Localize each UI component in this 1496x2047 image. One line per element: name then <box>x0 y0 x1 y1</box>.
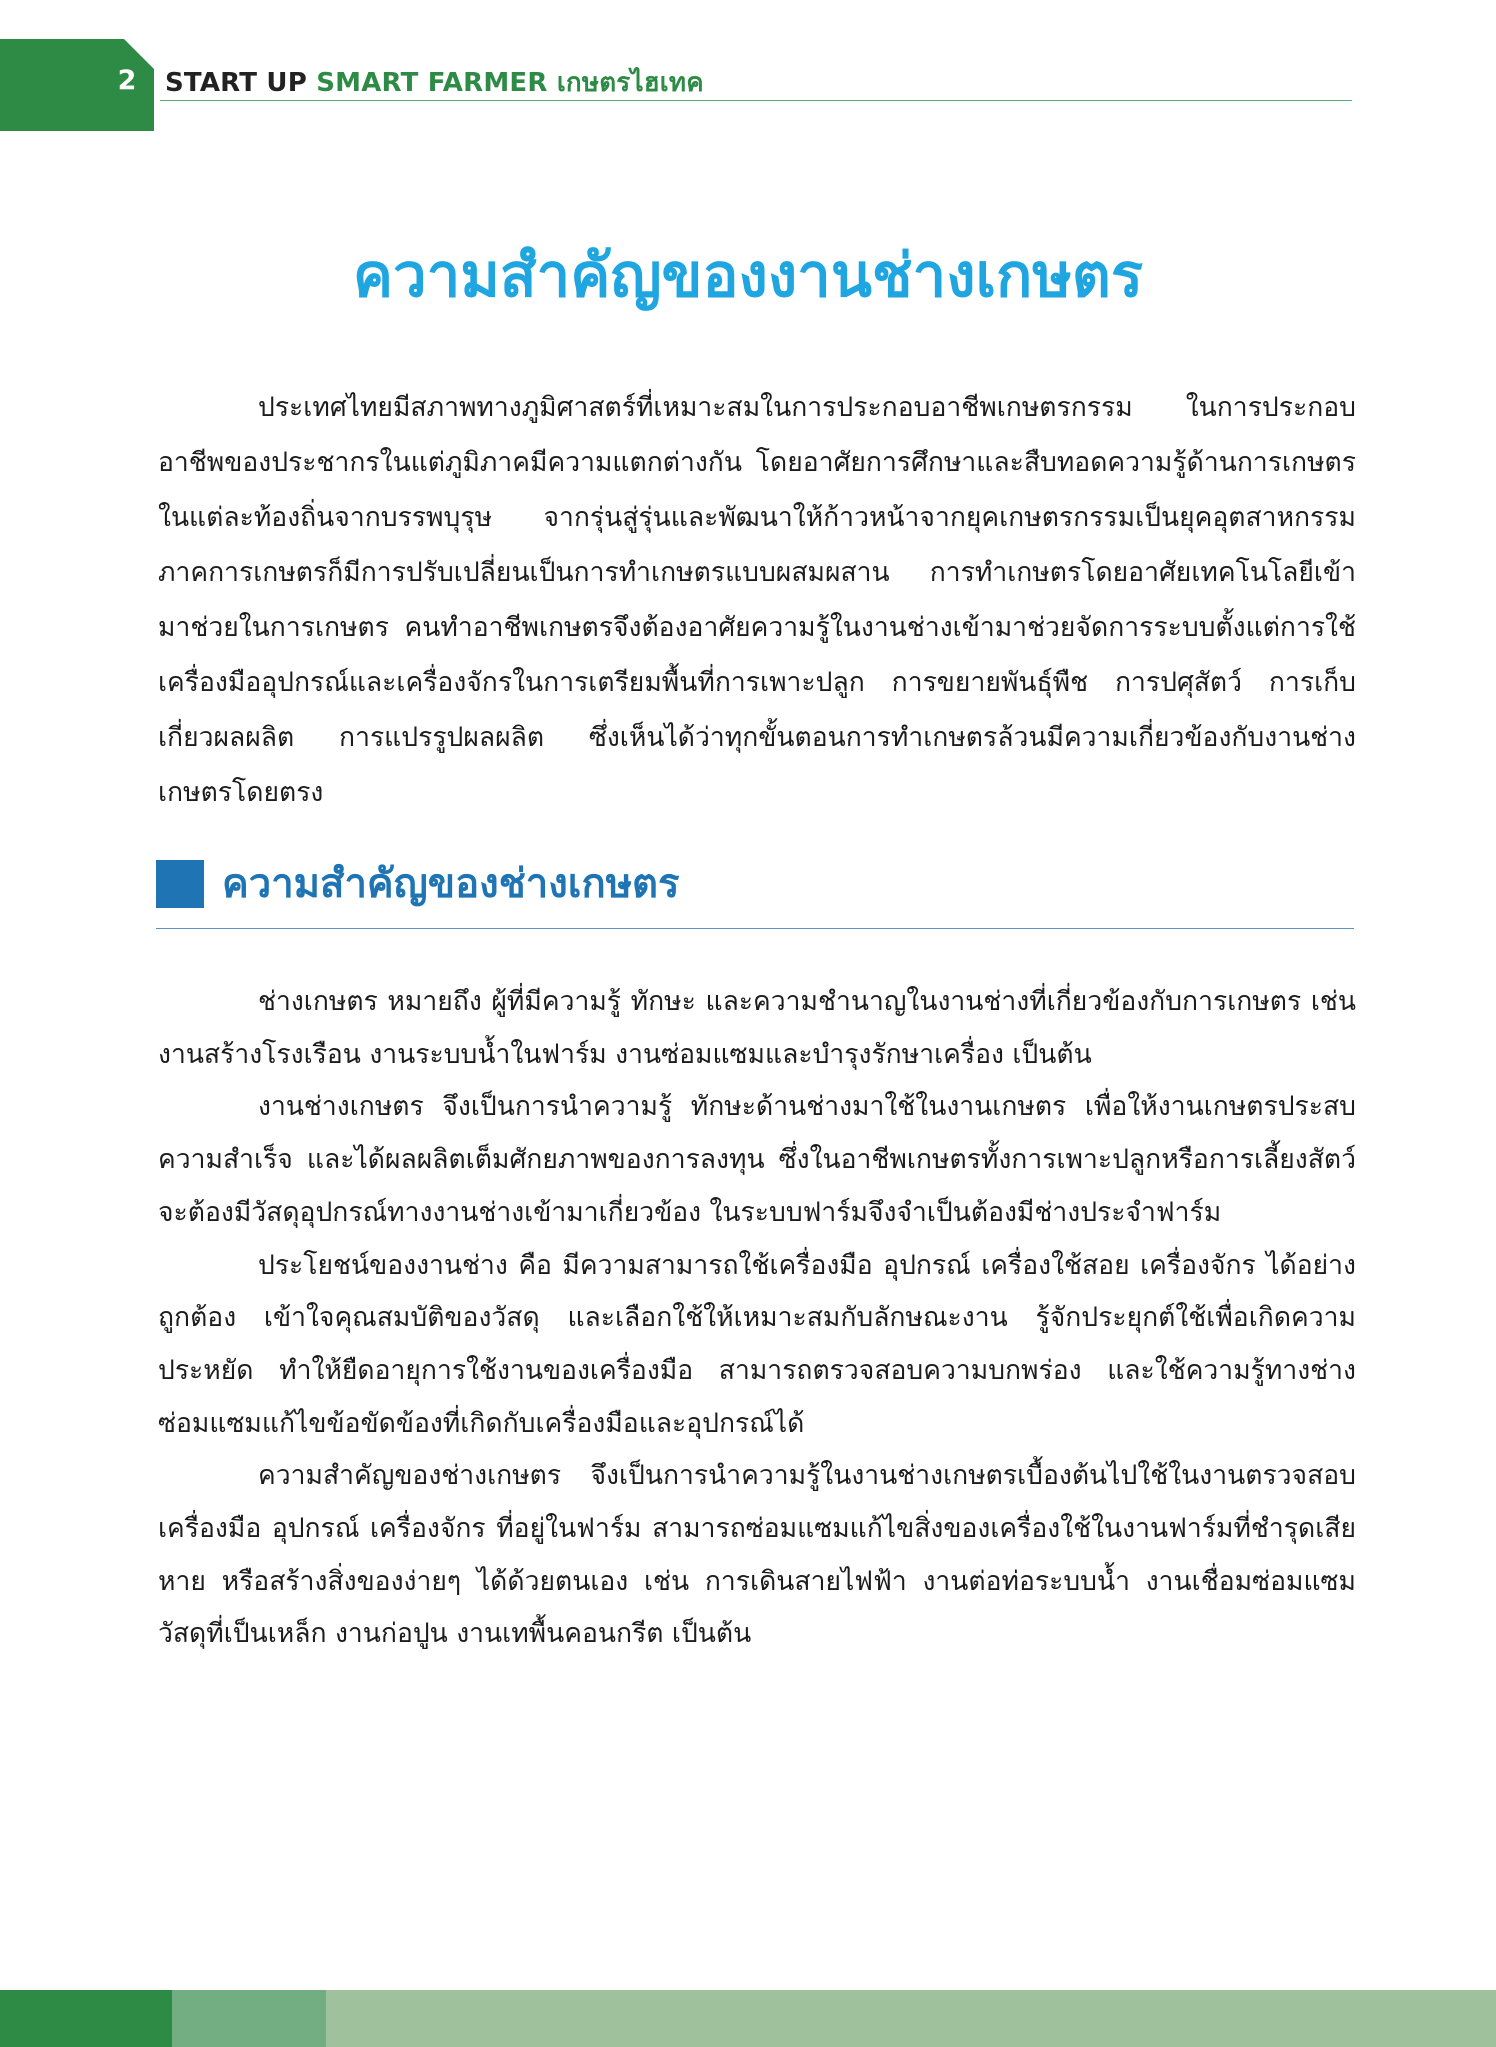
footer-band-medium <box>172 1990 326 2047</box>
running-header-title-brand: SMART FARMER เกษตรไฮเทค <box>316 68 704 98</box>
intro-section <box>158 380 1356 820</box>
section-paragraph-application: งานช่างเกษตร จึงเป็นการนำความรู้ ทักษะด้านช่างมาใช้ในงานเกษตร เพื่อให้งานเกษตรประสบความสำเร็จ และได้ผลผลิตเต็มศักยภาพของการลงทุน ซึ่งในอาชีพเกษตรทั้งการเพาะปลูกหรือการเลี้ยงสัตว์จะต้องมีวัสดุอุปกรณ์ทางงานช่างเข้ามาเกี่ยวข้อง ในระบบฟาร์มจึงจำเป็นต้องมีช่างประจำฟาร์ม <box>158 1091 1356 1228</box>
footer-band-light <box>326 1990 1496 2047</box>
section-paragraph-benefits: ประโยชน์ของงานช่าง คือ มีความสามารถใช้เครื่องมือ อุปกรณ์ เครื่องใช้สอย เครื่องจักร ได้อย่างถูกต้อง เข้าใจคุณสมบัติของวัสดุ และเลือกใช้ให้เหมาะสมกับลักษณะงาน รู้จักประยุกต์ใช้เพื่อเกิดความประหยัด ทำให้ยืดอายุการใช้งานของเครื่องมือ สามารถตรวจสอบความบกพร่อง และใช้ความรู้ทางช่างซ่อมแซมแก้ไขข้อขัดข้องที่เกิดกับเครื่องมือและอุปกรณ์ได้ <box>158 1249 1356 1439</box>
running-header-title-start: START UP <box>165 68 317 98</box>
header-divider <box>160 100 1352 101</box>
footer-band-dark <box>0 1990 172 2047</box>
section-paragraph-definition: ช่างเกษตร หมายถึง ผู้ที่มีความรู้ ทักษะ และความชำนาญในงานช่างที่เกี่ยวข้องกับการเกษตร เช่น งานสร้างโรงเรือน งานระบบน้ำในฟาร์ม งานซ่อมแซมและบำรุงรักษาเครื่อง เป็นต้น <box>158 986 1356 1070</box>
page-title: ความสำคัญของงานช่างเกษตร <box>352 241 1144 311</box>
intro-paragraph: ประเทศไทยมีสภาพทางภูมิศาสตร์ที่เหมาะสมในการประกอบอาชีพเกษตรกรรม ในการประกอบอาชีพของประชากรในแต่ภูมิภาคมีความแตกต่างกัน โดยอาศัยการศึกษาและสืบทอดความรู้ด้านการเกษตรในแต่ละท้องถิ่นจากบรรพบุรุษ จากรุ่นสู่รุ่นและพัฒนาให้ก้าวหน้าจากยุคเกษตรกรรมเป็นยุคอุตสาหกรรม ภาคการเกษตรก็มีการปรับเปลี่ยนเป็นการทำเกษตรแบบผสมผสาน การทำเกษตรโดยอาศัยเทคโนโลยีเข้ามาช่วยในการเกษตร คนทำอาชีพเกษตรจึงต้องอาศัยความรู้ในงานช่างเข้ามาช่วยจัดการระบบตั้งแต่การใช้เครื่องมืออุปกรณ์และเครื่องจักรในการเตรียมพื้นที่การเพาะปลูก การขยายพันธุ์พืช การปศุสัตว์ การเก็บเกี่ยวผลผลิต การแปรรูปผลผลิต ซึ่งเห็นได้ว่าทุกขั้นตอนการทำเกษตรล้วนมีความเกี่ยวข้องกับงานช่างเกษตรโดยตรง <box>158 392 1356 808</box>
section-title: ความสำคัญของช่างเกษตร <box>222 861 680 907</box>
section-paragraph-importance: ความสำคัญของช่างเกษตร จึงเป็นการนำความรู้ในงานช่างเกษตรเบื้องต้นไปใช้ในงานตรวจสอบเครื่องมือ อุปกรณ์ เครื่องจักร ที่อยู่ในฟาร์ม สามารถซ่อมแซมแก้ไขสิ่งของเครื่องใช้ในงานฟาร์มที่ชำรุดเสียหาย หรือสร้างสิ่งของง่ายๆ ได้ด้วยตนเอง เช่น การเดินสายไฟฟ้า งานต่อท่อระบบน้ำ งานเชื่อมซ่อมแซมวัสดุที่เป็นเหล็ก งานก่อปูน งานเทพื้นคอนกรีต เป็นต้น <box>158 1460 1356 1650</box>
section-divider <box>156 928 1354 929</box>
section-body <box>158 976 1356 1661</box>
page-number: 2 <box>117 65 137 96</box>
section-marker-square <box>156 860 204 908</box>
running-header-title <box>165 66 704 100</box>
